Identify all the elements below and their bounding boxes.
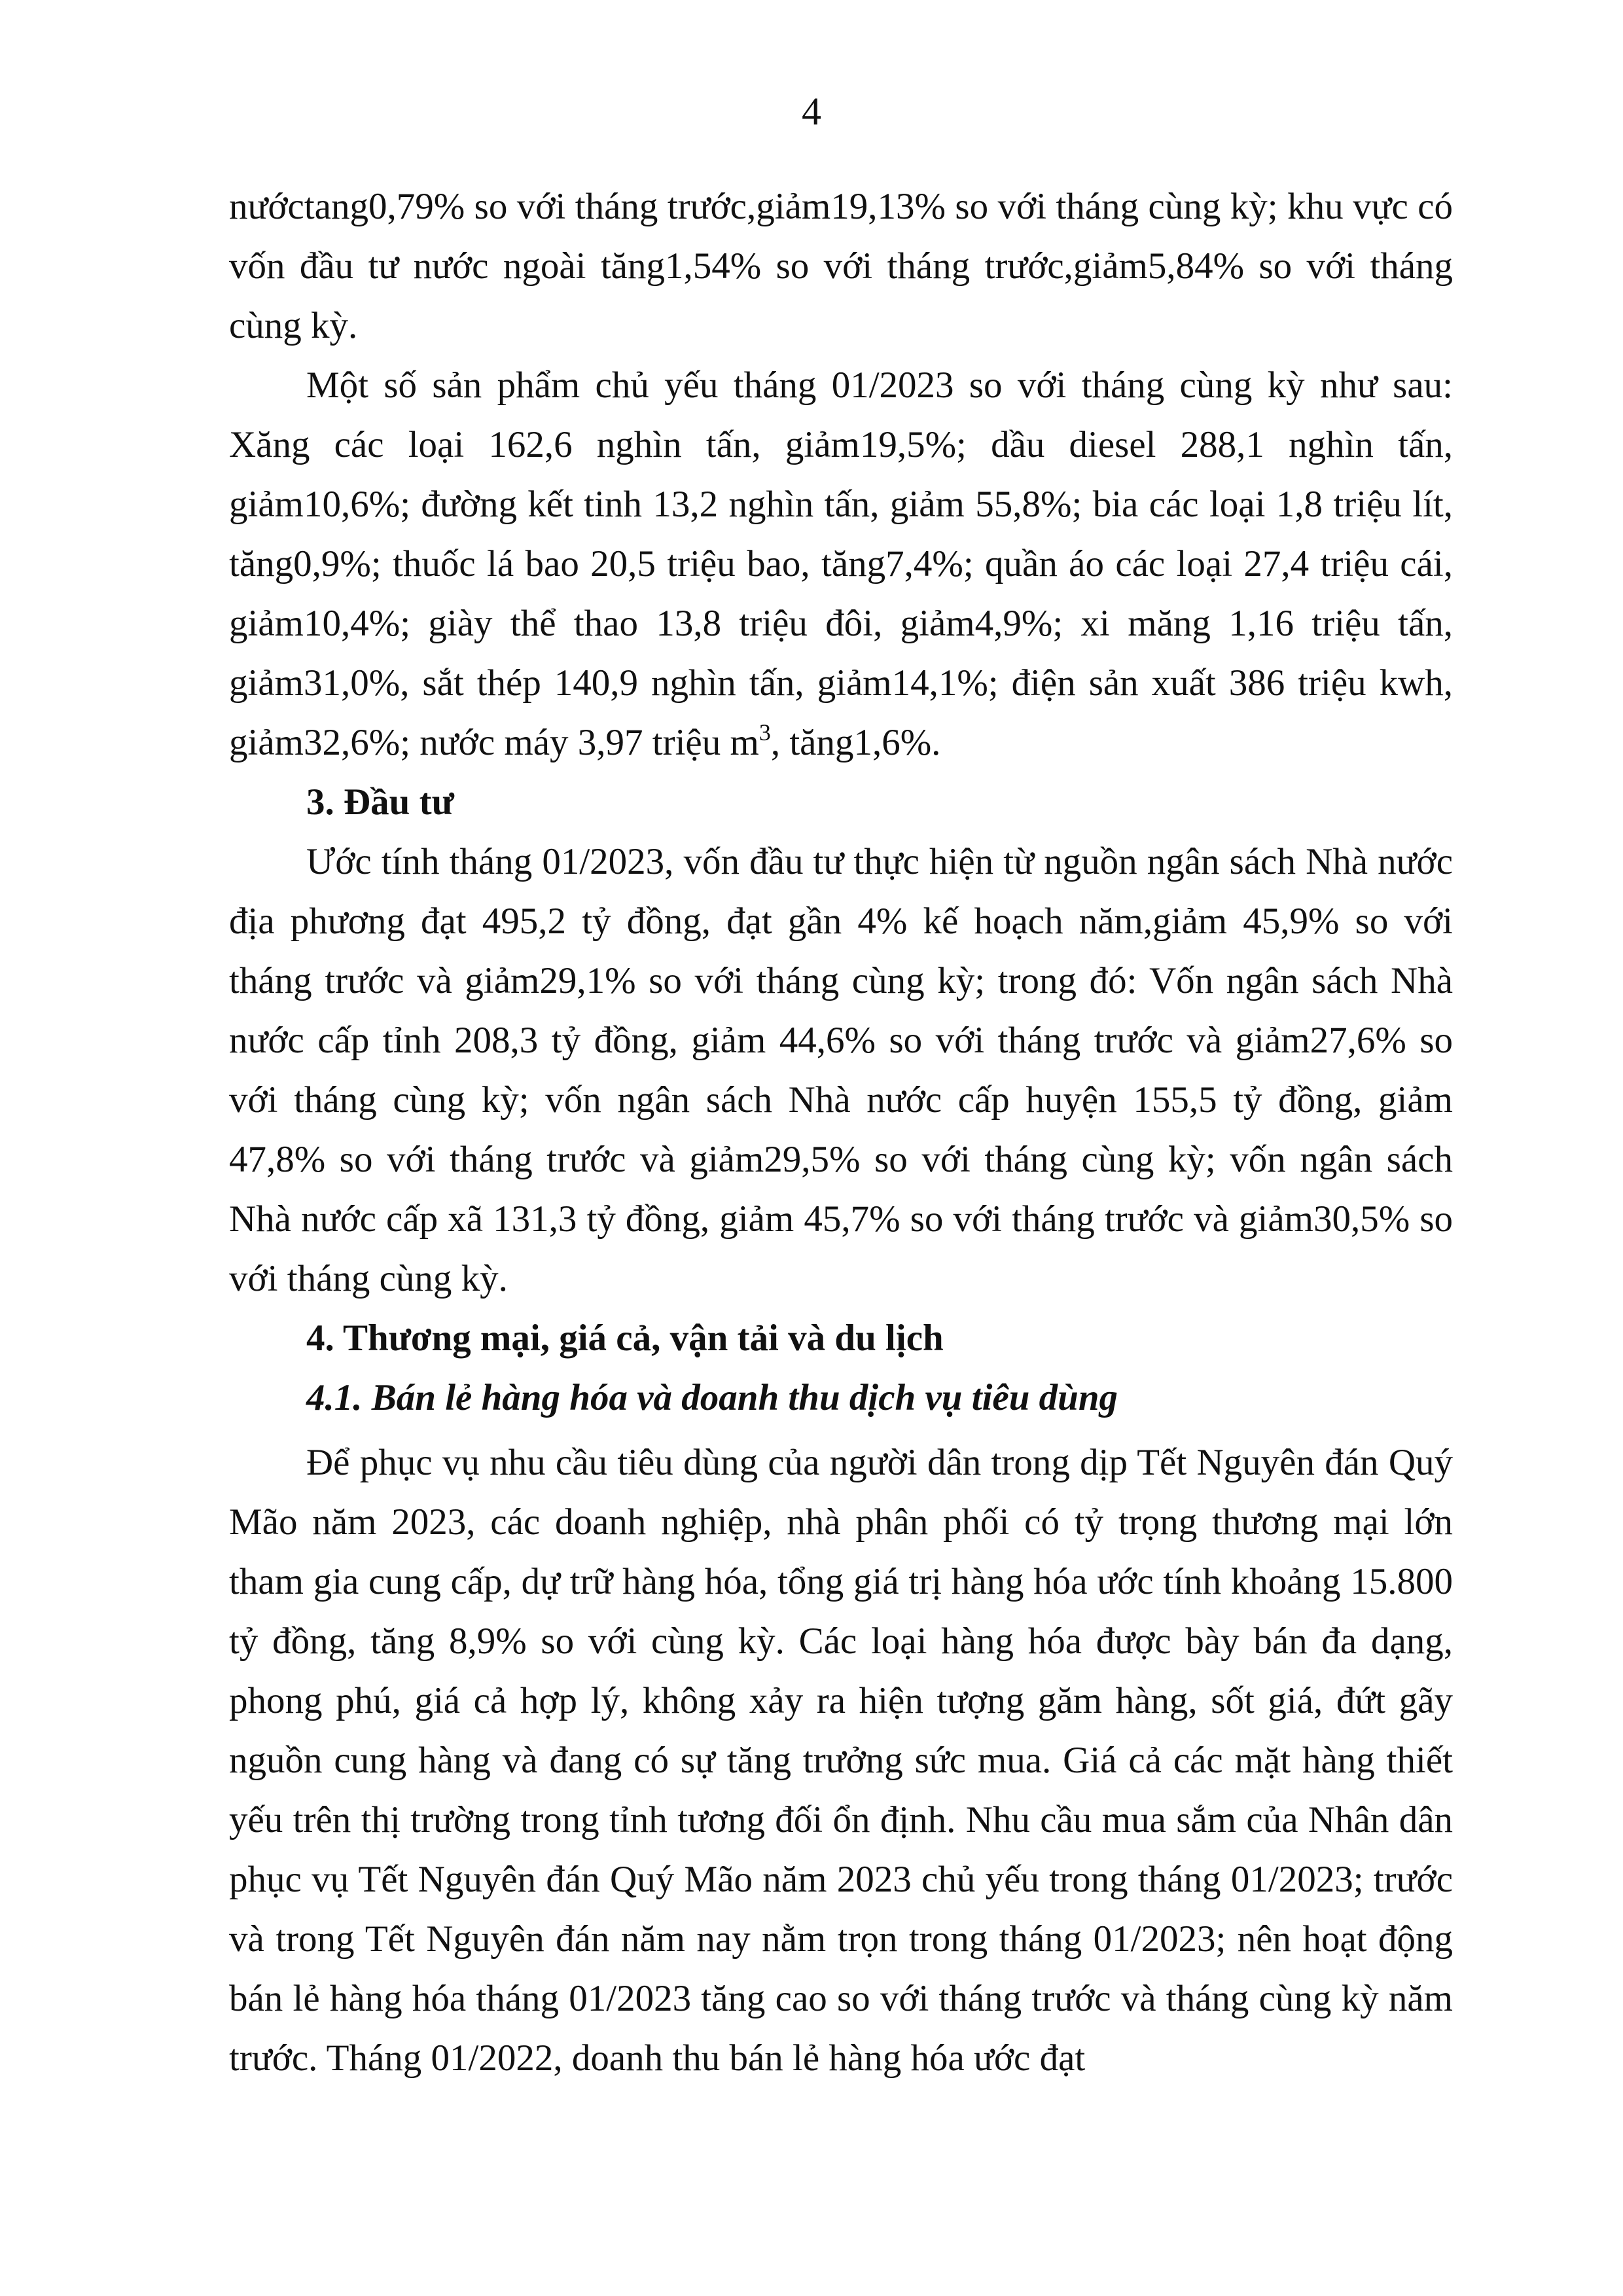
subsection-heading-retail: 4.1. Bán lẻ hàng hóa và doanh thu dịch vụ tiêu dùng (306, 1377, 1118, 1418)
paragraph-retail: Để phục vụ nhu cầu tiêu dùng của người dân trong dịp Tết Nguyên đán Quý Mão năm 2023, các doanh nghiệp, nhà phân phối có tỷ trọng thương mại lớn tham gia cung cấp, dự trữ hàng hóa, tổng giá trị hàng hóa ước tính khoảng 15.800 tỷ đồng, tăng 8,9% so với cùng kỳ. Các loại hàng hóa được bày bán đa dạng, phong phú, giá cả hợp lý, không xảy ra hiện tượng găm hàng, sốt giá, đứt gãy nguồn cung hàng và đang có sự tăng trưởng sức mua. Giá cả các mặt hàng thiết yếu trên thị trường trong tỉnh tương đối ổn định. Nhu cầu mua sắm của Nhân dân phục vụ Tết Nguyên đán Quý Mão năm 2023 chủ yếu trong tháng 01/2023; trước và trong Tết Nguyên đán năm nay nằm trọn trong tháng 01/2023; nên hoạt động bán lẻ hàng hóa tháng 01/2023 tăng cao so với tháng trước và tháng cùng kỳ năm trước. Tháng 01/2022, doanh thu bán lẻ hàng hóa ước đạt (229, 1442, 1453, 2079)
paragraph-investment: Ước tính tháng 01/2023, vốn đầu tư thực hiện từ nguồn ngân sách Nhà nước địa phương đạt 495,2 tỷ đồng, đạt gần 4% kế hoạch năm,giảm 45,9% so với tháng trước và giảm29,1% so với tháng cùng kỳ; trong đó: Vốn ngân sách Nhà nước cấp tỉnh 208,3 tỷ đồng, giảm 44,6% so với tháng trước và giảm27,6% so với tháng cùng kỳ; vốn ngân sách Nhà nước cấp huyện 155,5 tỷ đồng, giảm 47,8% so với tháng trước và giảm29,5% so với tháng cùng kỳ; vốn ngân sách Nhà nước cấp xã 131,3 tỷ đồng, giảm 45,7% so với tháng trước và giảm30,5% so với tháng cùng kỳ. (229, 841, 1453, 1299)
paragraph-main-products-tail: , tăng1,6%. (770, 722, 941, 763)
document-body (229, 177, 1453, 2088)
paragraph-industrial-index: nướctang0,79% so với tháng trước,giảm19,13% so với tháng cùng kỳ; khu vực có vốn đầu tư nước ngoài tăng1,54% so với tháng trước,giảm5,84% so với tháng cùng kỳ. (229, 186, 1453, 346)
section-heading-trade: 4. Thương mại, giá cả, vận tải và du lịch (306, 1318, 944, 1359)
paragraph-main-products-text: Một số sản phẩm chủ yếu tháng 01/2023 so với tháng cùng kỳ như sau: Xăng các loại 162,6 nghìn tấn, giảm19,5%; dầu diesel 288,1 nghìn tấn, giảm10,6%; đường kết tinh 13,2 nghìn tấn, giảm 55,8%; bia các loại 1,8 triệu lít, tăng0,9%; thuốc lá bao 20,5 triệu bao, tăng7,4%; quần áo các loại 27,4 triệu cái, giảm10,4%; giày thể thao 13,8 triệu đôi, giảm4,9%; xi măng 1,16 triệu tấn, giảm31,0%, sắt thép 140,9 nghìn tấn, giảm14,1%; điện sản xuất 386 triệu kwh, giảm32,6%; nước máy 3,97 triệu m (229, 365, 1453, 763)
page-number: 4 (802, 90, 821, 133)
superscript-cubic: 3 (758, 719, 771, 745)
paragraph-main-products (229, 355, 1453, 772)
section-heading-investment: 3. Đầu tư (306, 781, 454, 823)
